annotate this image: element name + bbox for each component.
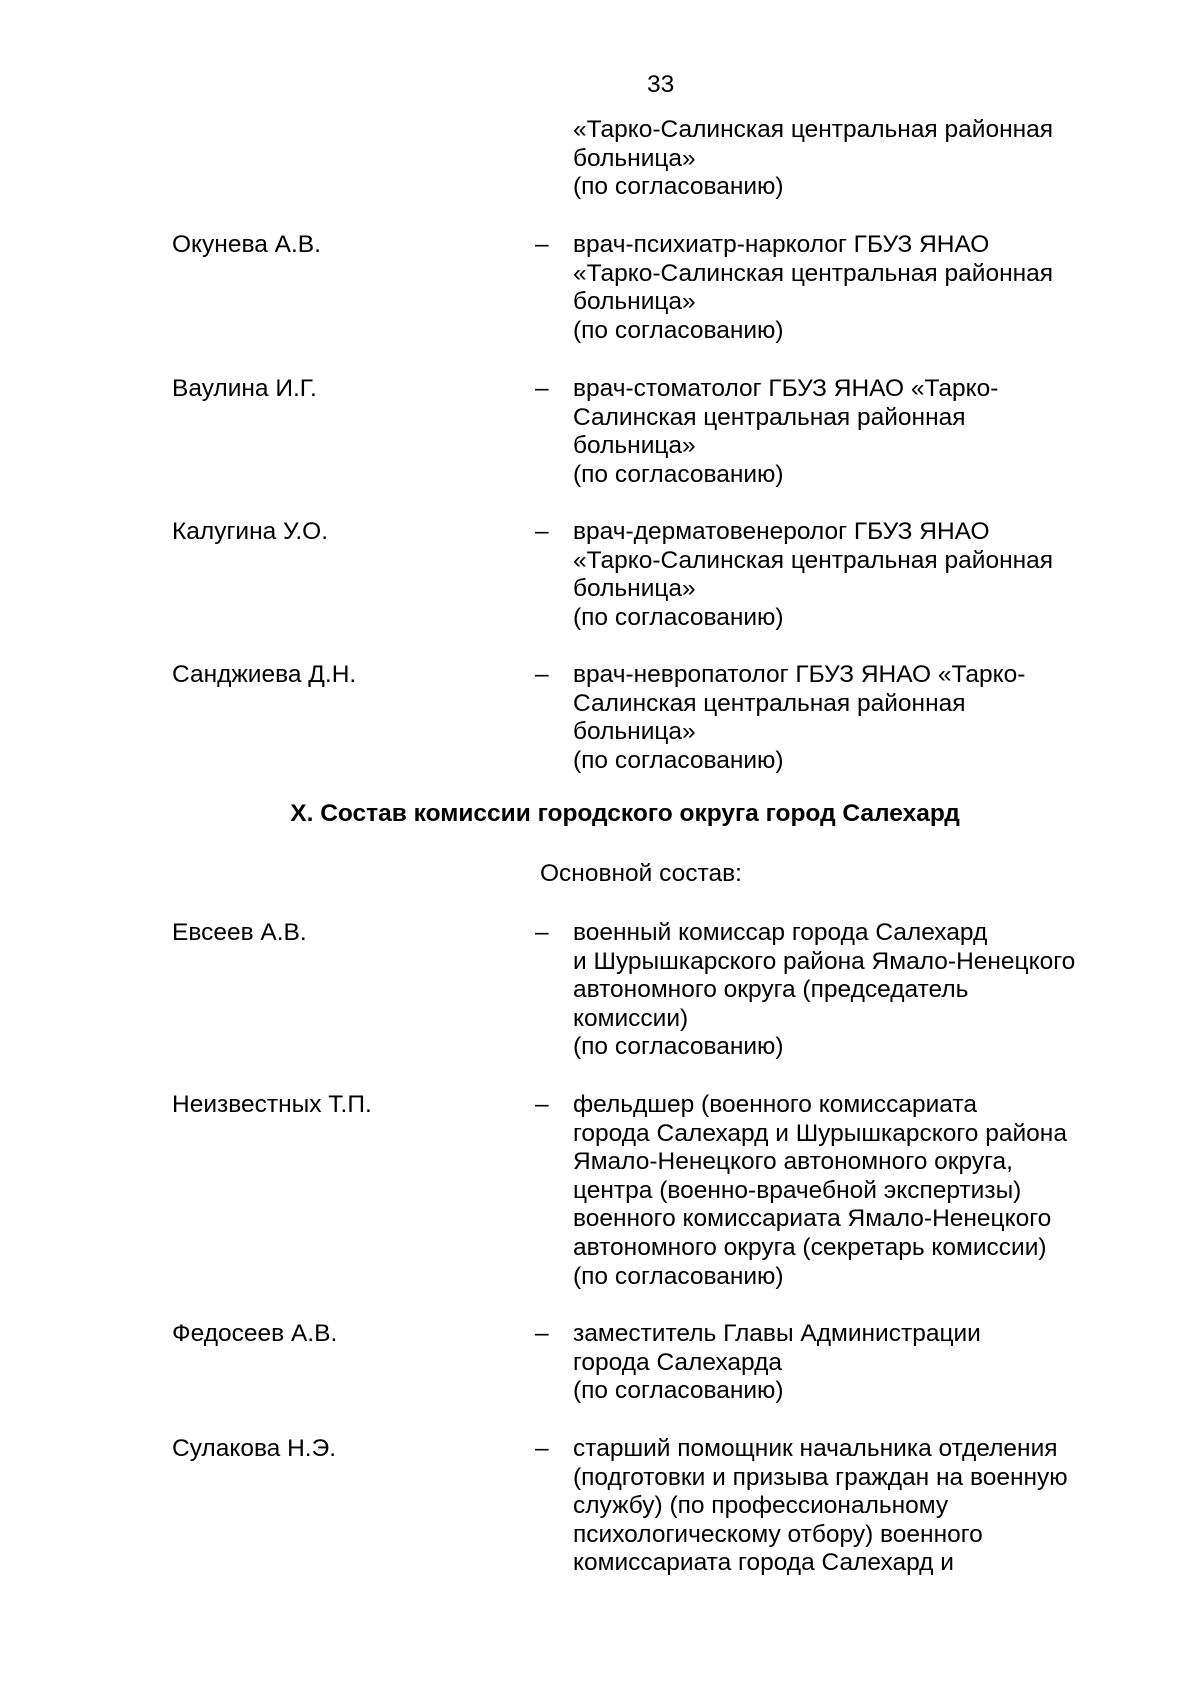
description-line: врач-стоматолог ГБУЗ ЯНАО «Тарко- bbox=[573, 375, 999, 402]
description-line: комиссариата города Салехард и bbox=[573, 1549, 954, 1577]
member-description bbox=[573, 1435, 1133, 1578]
description-line: старший помощник начальника отделения bbox=[573, 1435, 1058, 1462]
description-line: (по согласованию) bbox=[573, 460, 784, 488]
description-line: центра (военно-врачебной экспертизы) bbox=[573, 1176, 1022, 1204]
description-line: «Тарко-Салинская центральная районная bbox=[573, 259, 1054, 287]
description-line: больница» bbox=[573, 575, 696, 603]
description-line: «Тарко-Салинская центральная районная bbox=[573, 116, 1054, 143]
description-line: города Салехард и Шурышкарского района bbox=[573, 1119, 1067, 1147]
member-name: Неизвестных Т.П. bbox=[172, 1091, 372, 1118]
dash-separator: – bbox=[535, 1091, 549, 1118]
section-subtitle: Основной состав: bbox=[540, 860, 742, 887]
description-line: Салинская центральная районная bbox=[573, 403, 966, 431]
description-line: автономного округа (председатель bbox=[573, 976, 969, 1004]
dash-separator: – bbox=[535, 1320, 549, 1347]
member-description bbox=[573, 231, 1133, 345]
description-line: службу) (по профессиональному bbox=[573, 1492, 949, 1520]
description-line: (подготовки и призыва граждан на военную bbox=[573, 1463, 1068, 1491]
description-line: (по согласованию) bbox=[573, 316, 784, 344]
description-line: военного комиссариата Ямало-Ненецкого bbox=[573, 1205, 1052, 1233]
description-line: (по согласованию) bbox=[573, 603, 784, 631]
description-line: Салинская центральная районная bbox=[573, 689, 966, 717]
member-name: Евсеев А.В. bbox=[172, 919, 307, 946]
description-line: и Шурышкарского района Ямало-Ненецкого bbox=[573, 947, 1076, 975]
member-name: Калугина У.О. bbox=[172, 518, 329, 545]
description-line: психологическому отбору) военного bbox=[573, 1520, 983, 1548]
description-line: больница» bbox=[573, 288, 696, 316]
description-line: (по согласованию) bbox=[573, 1033, 784, 1061]
dash-separator: – bbox=[535, 231, 549, 258]
description-line: врач-психиатр-нарколог ГБУЗ ЯНАО bbox=[573, 231, 990, 258]
description-line: (по согласованию) bbox=[573, 173, 784, 201]
member-description bbox=[573, 1320, 1133, 1406]
member-name: Сулакова Н.Э. bbox=[172, 1435, 337, 1462]
member-name: Окунева А.В. bbox=[172, 231, 321, 258]
description-line: больница» bbox=[573, 144, 696, 172]
member-description bbox=[573, 116, 1133, 202]
member-name: Санджиева Д.Н. bbox=[172, 661, 357, 688]
description-line: заместитель Главы Администрации bbox=[573, 1320, 981, 1347]
dash-separator: – bbox=[535, 661, 549, 688]
member-description bbox=[573, 375, 1133, 489]
member-name: Федосеев А.В. bbox=[172, 1320, 338, 1347]
description-line: «Тарко-Салинская центральная районная bbox=[573, 546, 1054, 574]
dash-separator: – bbox=[535, 518, 549, 545]
description-line: Ямало-Ненецкого автономного округа, bbox=[573, 1148, 1013, 1176]
dash-separator: – bbox=[535, 919, 549, 946]
member-description bbox=[573, 661, 1133, 775]
description-line: города Салехарда bbox=[573, 1348, 783, 1376]
description-line: (по согласованию) bbox=[573, 1377, 784, 1405]
description-line: военный комиссар города Салехард bbox=[573, 919, 988, 946]
description-line: врач-дерматовенеролог ГБУЗ ЯНАО bbox=[573, 518, 990, 545]
description-line: автономного округа (секретарь комиссии) bbox=[573, 1233, 1047, 1261]
description-line: врач-невропатолог ГБУЗ ЯНАО «Тарко- bbox=[573, 661, 1026, 688]
page-number: 33 bbox=[647, 71, 675, 98]
description-line: (по согласованию) bbox=[573, 746, 784, 774]
dash-separator: – bbox=[535, 375, 549, 402]
description-line: фельдшер (военного комиссариата bbox=[573, 1091, 977, 1118]
member-name: Ваулина И.Г. bbox=[172, 375, 317, 402]
dash-separator: – bbox=[535, 1435, 549, 1462]
member-description bbox=[573, 1091, 1133, 1291]
description-line: больница» bbox=[573, 718, 696, 746]
description-line: (по согласованию) bbox=[573, 1262, 784, 1290]
section-title: X. Состав комиссии городского округа город Салехард bbox=[290, 800, 960, 827]
description-line: комиссии) bbox=[573, 1004, 689, 1032]
member-description bbox=[573, 518, 1133, 632]
member-description bbox=[573, 919, 1133, 1062]
description-line: больница» bbox=[573, 432, 696, 460]
